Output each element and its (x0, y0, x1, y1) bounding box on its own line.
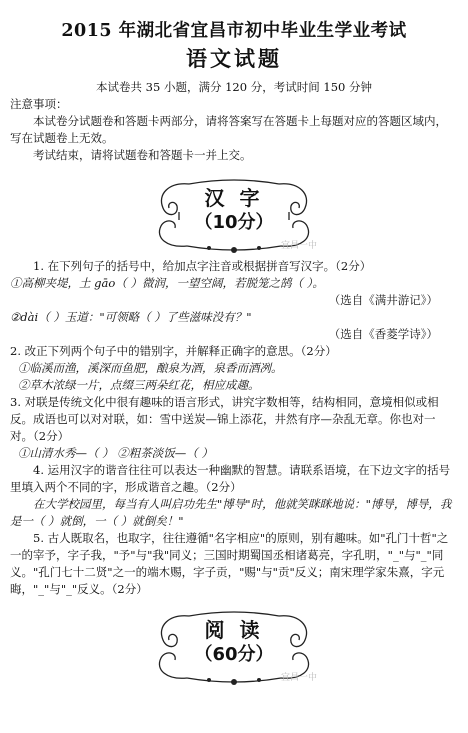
notice-heading: 注意事项： (10, 97, 68, 111)
question-source: （选自《满井游记》） (328, 293, 438, 307)
section-score: （10分） (194, 212, 274, 233)
question-text: 在大学校园里，每当有人叫启功先生"博导"时，他就笑眯眯地说："博导，博导，我是一（ ）就倒，一（ ）就倒矣！" (10, 497, 452, 528)
watermark: 宜昌一中 (280, 241, 317, 251)
question-item: ①临溪而渔，溪深而鱼肥，酿泉为酒，泉香而酒冽。 (18, 361, 283, 375)
question-item: ②dài（ ）玉道："可领略（ ）了些滋味没有？" (10, 310, 252, 324)
question-item: ①山清水秀—（ ） ②粗茶淡饭—（ ） (18, 446, 213, 460)
section-score: （60分） (194, 644, 274, 665)
notice-line-1: 本试卷分试题卷和答题卡两部分，请将答案写在答题卡上每题对应的答题区域内，写在试题卷上无效。 (10, 114, 447, 145)
exam-subtitle: 语文试题 (186, 46, 282, 71)
question-stem: 5. 古人既取名，也取字，往往遵循"名字相应"的原则，别有趣味。如"孔门十哲"之一的宰予，字子我，"予"与"我"同义；三国时期蜀国丞相诸葛亮，字孔明，"_"与"_"同义。"孔门七十二贤"之一的端木赐，字子贡，"赐"与"贡"反义；南宋理学家朱熹，字元晦，"_"与"_"反义。（2分） (10, 531, 449, 596)
section-title: 汉 字 (204, 186, 264, 210)
exam-title: 2015 年湖北省宜昌市初中毕业生学业考试 (61, 21, 407, 41)
question-item: ②草木浓绿一片，点缀三两朵红花，相应成趣。 (18, 378, 260, 392)
question-stem: 4. 运用汉字的谐音往往可以表达一种幽默的智慧。请联系语境，在下边文字的括号里填入两个不同的字，形成谐音之趣。（2分） (10, 463, 451, 494)
question-5 (0, 530, 468, 598)
question-3 (0, 394, 468, 462)
notice-block (0, 96, 468, 164)
question-stem: 1. 在下列句子的括号中，给加点字注音或根据拼音写汉字。（2分） (33, 259, 372, 273)
question-item: ①高柳夹堤，土 gāo（ ）微润，一望空阔，若脱笼之鹄（ ）。 (10, 276, 324, 290)
question-source: （选自《香菱学诗》） (328, 327, 438, 341)
section-banner-reading (149, 608, 319, 688)
question-stem: 2. 改正下列两个句子中的错别字，并解释正确字的意思。（2分） (10, 344, 337, 358)
question-stem: 3. 对联是传统文化中很有趣味的语言形式，讲究字数相等，结构相同，意境相似或相反。成语也可以对对联，如：雪中送炭—锦上添花，井然有序—杂乱无章。你也对一对。（2分） (10, 395, 439, 443)
section-title: 阅 读 (204, 618, 264, 642)
question-1 (0, 258, 468, 343)
watermark: 宜昌一中 (280, 673, 317, 683)
question-4 (0, 462, 468, 530)
section-banner-characters (149, 176, 319, 256)
question-2 (0, 343, 468, 394)
exam-info: 本试卷共 35 小题，满分 120 分，考试时间 150 分钟 (96, 80, 372, 94)
notice-line-2: 考试结束，请将试题卷和答题卡一并上交。 (33, 148, 252, 162)
